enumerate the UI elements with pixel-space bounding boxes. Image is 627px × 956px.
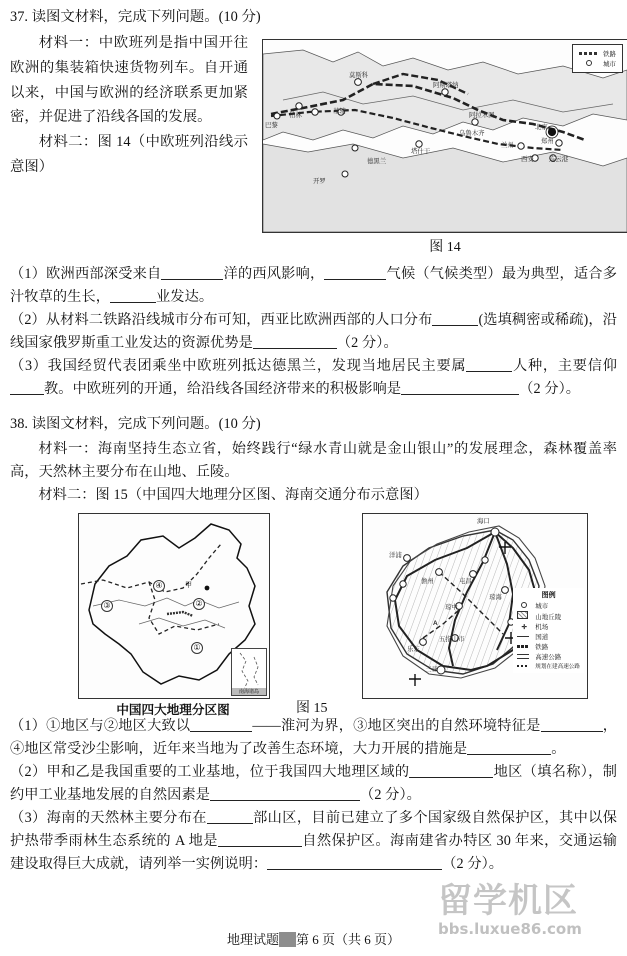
- sub-1-number-38: （1）: [10, 718, 47, 735]
- map-city-label-beijing: 北京: [535, 124, 548, 132]
- figure-14-legend: [572, 44, 623, 73]
- legend-label-planned-expressway: 规划在建高速公路: [535, 664, 580, 671]
- hainan-transport-map: [362, 513, 588, 699]
- legend-label-airport: 机场: [535, 624, 549, 632]
- legend-label-hills: 山地丘陵: [535, 613, 562, 621]
- map-city-label-lianyungang: 连云港: [549, 156, 569, 164]
- watermark-text: 留学机区: [438, 881, 578, 921]
- answer-blank-37-1-b[interactable]: [324, 279, 386, 280]
- legend-item-expressway: [517, 652, 580, 661]
- figure-15-left-caption: 中国四大地理分区图: [116, 703, 230, 718]
- sub-2-text-b-37: (选填稠密或稀疏)，沿线国家俄罗斯重工业发达的资源优势是: [10, 312, 617, 352]
- region-label-1: ①: [191, 642, 203, 654]
- question-37: [10, 6, 617, 401]
- map-city-label-tashkent: 塔什干: [411, 148, 431, 156]
- legend-label-national-road: 国道: [535, 634, 549, 642]
- sub-2-text-c-38: （2 分）。: [360, 787, 421, 804]
- answer-blank-38-3-c[interactable]: [267, 869, 442, 870]
- legend-item-city: [579, 59, 616, 68]
- legend-item-airport: [517, 622, 580, 631]
- sub-3-number-38: （3）: [10, 810, 47, 827]
- answer-blank-37-3-a[interactable]: [466, 371, 512, 372]
- dashed-line-icon: [517, 663, 531, 670]
- sub-1-number-37: （1）: [10, 266, 47, 283]
- city-circle-icon: [517, 602, 531, 610]
- map-city-label-paris: 巴黎: [265, 122, 278, 130]
- answer-blank-38-1-a[interactable]: [190, 731, 252, 732]
- question-37-sub-3: [10, 355, 617, 401]
- sub-1-text-d-37: 业发达。: [156, 289, 214, 306]
- double-line-icon: [517, 653, 531, 660]
- material-one-text-38: 海南坚持生态立省，始终践行“绿水青山就是金山银山”的发展理念，森林覆盖率高，天然林主要分布在山地、丘陵。: [10, 441, 617, 481]
- map-city-label-xian: 西安: [521, 156, 534, 164]
- watermark-url: bbs.luxue86.com: [438, 920, 582, 938]
- answer-blank-38-1-c[interactable]: [467, 754, 551, 755]
- answer-blank-37-2-b[interactable]: [253, 348, 337, 349]
- sub-3-text-c-37: 教。中欧班列的开通，给沿线各国经济带来的积极影响是: [44, 381, 402, 398]
- city-circle-icon: [579, 60, 599, 68]
- material-two-text-37: 图 14（中欧班列沿线示意图）: [10, 134, 248, 175]
- map-city-label-lanzhou: 兰州: [501, 142, 514, 150]
- map-city-label-zhengzhou: 郑州: [541, 138, 554, 146]
- material-two-38: [10, 484, 617, 507]
- sub-1-text-a-37: 欧洲西部深受来自: [46, 266, 162, 283]
- answer-blank-38-3-a[interactable]: [207, 823, 253, 824]
- sub-3-text-d-37: （2 分）。: [519, 381, 581, 398]
- hainan-city-label-yangpu: 洋浦: [389, 552, 402, 560]
- sub-1-text-d-38: 。: [551, 741, 566, 758]
- map-city-label-cairo: 开罗: [313, 178, 326, 186]
- industrial-base-label-jia: 甲: [185, 582, 192, 590]
- answer-blank-38-2-a[interactable]: [409, 777, 493, 778]
- map-city-label-tehran: 德黑兰: [367, 158, 387, 166]
- figure-15-caption: 图 15: [296, 701, 328, 717]
- question-37-sub-2: [10, 309, 617, 355]
- hainan-city-label-qionghai: 琼海: [489, 594, 502, 602]
- question-37-materials: [10, 31, 248, 180]
- sub-2-number-38: （2）: [10, 764, 47, 781]
- sub-2-text-c-37: （2 分）。: [336, 335, 398, 352]
- figure-14-caption: 图 14: [429, 240, 461, 256]
- legend-label-expressway: 高速公路: [535, 654, 562, 662]
- legend-item-railway-hainan: [517, 642, 580, 651]
- figure-14-map: [262, 39, 627, 233]
- map-city-label-almaty: 阿拉木图: [469, 112, 495, 120]
- legend-item-planned-expressway: [517, 662, 580, 670]
- legend-item-railway: [579, 49, 616, 58]
- sub-2-number-37: （2）: [10, 312, 46, 329]
- figure-14-wrapper: [262, 39, 627, 256]
- nature-reserve-point-a: A: [433, 620, 438, 628]
- region-label-3: ③: [101, 600, 113, 612]
- footer-subject: 地理试题: [226, 932, 279, 947]
- sub-3-text-c-38: 自然保护区。海南建省办特区 30 年来，交通运输建设取得巨大成就，请列举一实例说明：: [10, 833, 617, 873]
- answer-blank-38-2-b[interactable]: [210, 800, 360, 801]
- question-37-sub-1: [10, 263, 617, 309]
- material-two-37: [10, 130, 248, 180]
- legend-item-national-road: [517, 632, 580, 641]
- answer-blank-38-3-b[interactable]: [218, 846, 302, 847]
- answer-blank-38-1-b[interactable]: [541, 731, 603, 732]
- region-label-4: ④: [153, 580, 165, 592]
- footer-page: 第 6 页（共 6 页）: [296, 932, 401, 947]
- hainan-city-label-qiongzhong: 琼中: [445, 604, 458, 612]
- legend-item-hainan-city: [517, 601, 580, 610]
- map-city-label-berlin: 柏林: [289, 112, 302, 120]
- sub-3-text-a-37: 我国经贸代表团乘坐中欧班列抵达德黑兰，发现当地居民主要属: [47, 358, 467, 375]
- sub-1-text-c-38: ，④地区常受沙尘影响，近年来当地为了改善生态环境，大力开展的措施是: [10, 718, 617, 758]
- sub-1-text-b-38: ——淮河为界，③地区突出的自然环境特征是: [252, 718, 541, 735]
- sub-3-text-d-38: （2 分）。: [442, 856, 504, 873]
- sub-3-text-a-38: 海南的天然林主要分布在: [46, 810, 207, 827]
- question-37-body: [10, 31, 617, 263]
- thin-line-icon: [517, 633, 531, 640]
- map-city-label-kiev: 基辅: [333, 108, 346, 116]
- hainan-city-label-ledong: 乐东: [407, 646, 420, 654]
- south-sea-islands-inset: [231, 648, 267, 696]
- legend-item-hills: [517, 611, 580, 621]
- sub-3-text-b-37: 人种，主要信仰: [512, 358, 617, 375]
- figure-15-wrapper: [10, 513, 617, 718]
- legend-label-city: 城市: [603, 61, 616, 69]
- map-city-label-urumqi: 乌鲁木齐: [459, 130, 485, 138]
- material-two-label-38: 材料二：: [38, 487, 96, 504]
- sub-2-text-a-37: 从材料二铁路沿线城市分布可知，西亚比欧洲西部的人口分布: [45, 312, 433, 329]
- region-label-2: ②: [193, 598, 205, 610]
- material-one-text-37: 中欧班列是指中国开往欧洲的集装箱快速货物列车。自开通以来，中国与欧洲的经济联系更加紧密，并促进了沿线各国的发展。: [10, 35, 248, 126]
- answer-blank-37-1-c[interactable]: [110, 302, 156, 303]
- sub-1-text-a-38: ①地区与②地区大致以: [46, 718, 191, 735]
- page-footer: 地理试题 __ 第 6 页（共 6 页）: [226, 932, 401, 947]
- material-two-label-37: 材料二：: [38, 134, 98, 151]
- hainan-city-label-danzhou: 儋州: [421, 578, 434, 586]
- legend-label-railway-hainan: 铁路: [535, 644, 549, 652]
- sub-2-text-a-38: 甲和乙是我国重要的工业基地，位于我国四大地理区域的: [46, 764, 410, 781]
- question-37-heading: 37. 读图文材料，完成下列问题。(10 分): [10, 9, 261, 25]
- hainan-city-label-wuzhishan: 五指山市: [439, 636, 465, 644]
- hatched-area-icon: [517, 611, 531, 621]
- legend-label-hainan-city: 城市: [535, 603, 549, 611]
- sub-1-text-b-37: 洋的西风影响，: [223, 266, 325, 283]
- answer-blank-37-3-c[interactable]: [401, 394, 519, 395]
- railway-line-icon: [579, 52, 599, 55]
- map-city-label-astana: 阿斯塔纳: [433, 82, 459, 90]
- map-city-label-moscow: 莫斯科: [349, 72, 369, 80]
- china-four-regions-map: [78, 513, 270, 699]
- sub-3-text-b-38: 部山区，目前已建立了多个国家级自然保护区，其中以保护热带季雨林生态系统的 A 地是: [10, 810, 617, 850]
- question-38-sub-2: [10, 761, 617, 807]
- material-two-text-38: 图 15（中国四大地理分区图、海南交通分布示意图）: [95, 487, 428, 504]
- question-38-heading: 38. 读图文材料，完成下列问题。(10 分): [10, 416, 261, 433]
- answer-blank-37-1-a[interactable]: [161, 279, 223, 280]
- material-one-38: [10, 438, 617, 484]
- inset-caption: 南海诸岛: [232, 688, 266, 695]
- question-38-sub-3: [10, 807, 617, 876]
- answer-blank-37-2-a[interactable]: [432, 325, 478, 326]
- sub-1-text-c-37: 气候（气候类型）最为典型，适合多汁牧草的生长，: [10, 266, 617, 306]
- hainan-city-label-sanya: 三亚: [425, 666, 438, 674]
- answer-blank-37-3-b[interactable]: [10, 394, 44, 395]
- hainan-city-label-tunchang: 屯昌: [459, 578, 472, 586]
- thick-dash-icon: [517, 643, 531, 650]
- legend-title: 图例: [541, 592, 556, 600]
- hainan-legend: [513, 588, 584, 673]
- question-38-sub-1: [10, 715, 617, 761]
- material-one-label-37: 材料一：: [38, 35, 99, 52]
- hainan-city-label-haikou: 海口: [477, 518, 490, 526]
- material-one-37: [10, 31, 248, 130]
- material-one-label-38: 材料一：: [38, 441, 98, 458]
- question-38: [10, 413, 617, 876]
- sub-3-number-37: （3）: [10, 358, 48, 375]
- sub-2-text-b-38: 地区（填名称），制约甲工业基地发展的自然因素是: [10, 764, 617, 804]
- airport-cross-icon: ✛: [521, 623, 527, 631]
- legend-label-railway: 铁路: [603, 51, 616, 59]
